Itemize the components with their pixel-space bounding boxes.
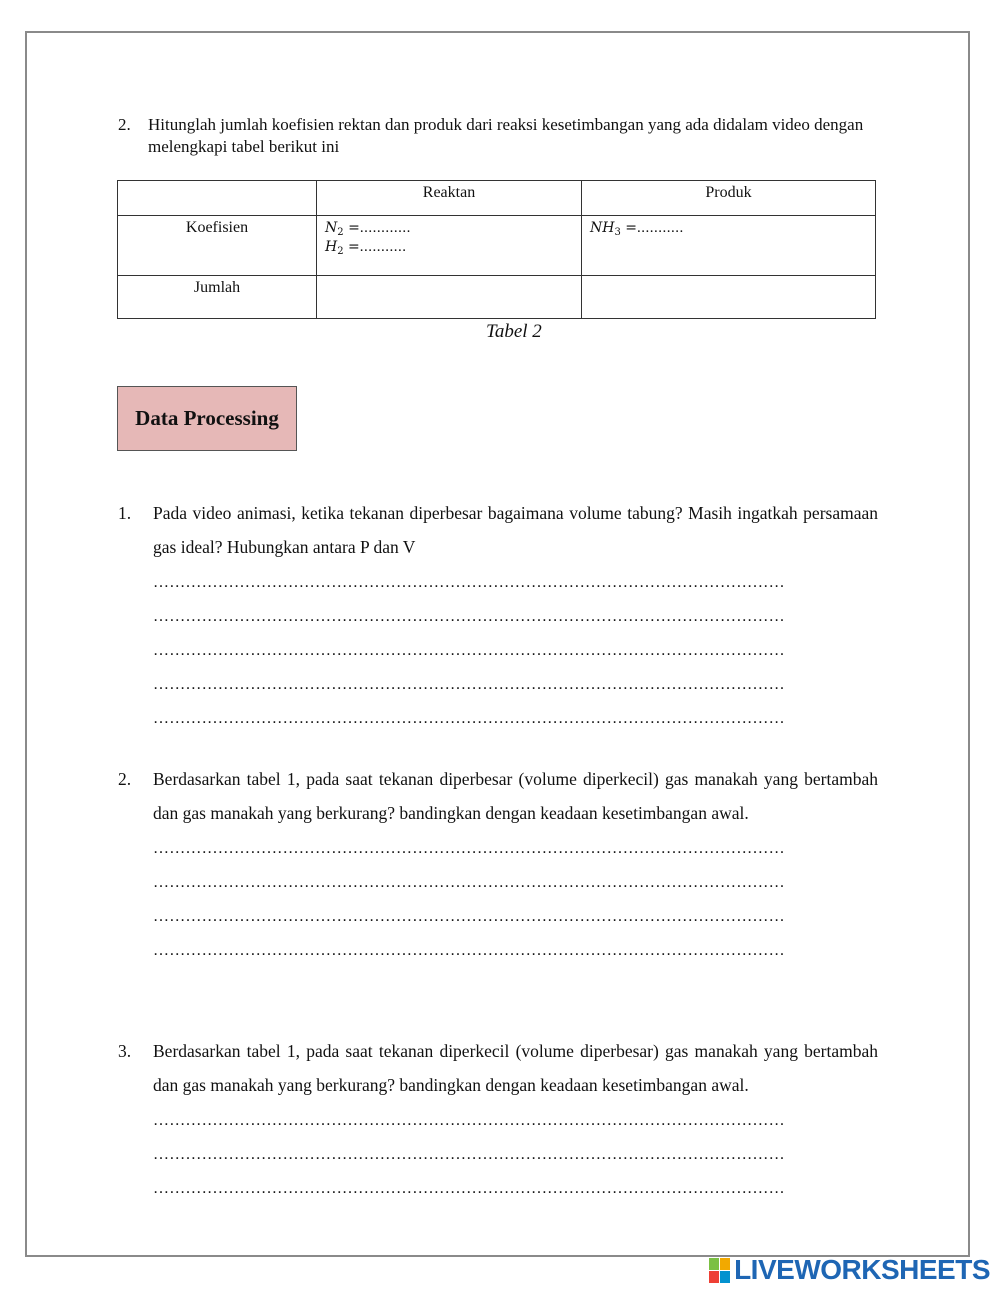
n2-symbol: N	[325, 220, 338, 236]
question-1-number: 1.	[118, 503, 132, 523]
liveworksheets-mark-icon	[709, 1258, 730, 1283]
table-header-produk: Produk	[582, 181, 876, 216]
nh3-fill-blank[interactable]: ...........	[637, 220, 684, 236]
answer-line[interactable]: ………………………………………………………………………………………………………	[153, 1146, 785, 1163]
answer-line[interactable]: ………………………………………………………………………………………………………	[153, 1180, 785, 1197]
liveworksheets-logo	[709, 1253, 990, 1287]
section-title-box	[117, 386, 297, 451]
answer-line[interactable]: ………………………………………………………………………………………………………	[153, 710, 785, 727]
h2-equals: =	[348, 239, 360, 255]
question-number: 2.	[118, 115, 131, 134]
reaktan-koefisien-cell[interactable]	[317, 216, 582, 276]
question-3-text: Berdasarkan tabel 1, pada saat tekanan diperkecil (volume diperbesar) gas manakah yang bertambah dan gas manakah yang berkurang? bandingkan dengan keadaan kesetimbangan awal.	[153, 1041, 878, 1095]
answer-line[interactable]: ………………………………………………………………………………………………………	[153, 908, 785, 925]
question-intro	[118, 114, 878, 158]
question-2	[118, 762, 878, 968]
question-2-text: Berdasarkan tabel 1, pada saat tekanan diperbesar (volume diperkecil) gas manakah yang bertambah dan gas manakah yang berkurang? bandingkan dengan keadaan kesetimbangan awal.	[153, 769, 878, 823]
coefficient-table	[117, 180, 876, 319]
question-1-answer-area[interactable]	[153, 566, 878, 736]
table-header-empty	[118, 181, 317, 216]
reaktan-jumlah-cell[interactable]	[317, 276, 582, 319]
question-1-text: Pada video animasi, ketika tekanan diperbesar bagaimana volume tabung? Masih ingatkah persamaan gas ideal? Hubungkan antara P dan V	[153, 503, 878, 557]
answer-line[interactable]: ………………………………………………………………………………………………………	[153, 676, 785, 693]
question-text: Hitunglah jumlah koefisien rektan dan produk dari reaksi kesetimbangan yang ada didalam video dengan melengkapi tabel berikut ini	[148, 115, 864, 156]
h2-fill-blank[interactable]: ...........	[359, 239, 407, 255]
nh3-symbol: NH	[590, 220, 615, 236]
answer-line[interactable]: ………………………………………………………………………………………………………	[153, 1112, 785, 1129]
answer-line[interactable]: ………………………………………………………………………………………………………	[153, 608, 785, 625]
section-title: Data Processing	[135, 406, 279, 430]
question-2-number: 2.	[118, 769, 132, 789]
table-row-koefisien	[118, 216, 876, 276]
nh3-subscript: 3	[614, 227, 621, 238]
question-3-number: 3.	[118, 1041, 132, 1061]
n2-equals: =	[348, 220, 360, 236]
answer-line[interactable]: ………………………………………………………………………………………………………	[153, 942, 785, 959]
n2-subscript: 2	[337, 227, 344, 238]
produk-jumlah-cell[interactable]	[582, 276, 876, 319]
table-caption: Tabel 2	[486, 321, 542, 342]
h2-subscript: 2	[337, 246, 344, 257]
question-1	[118, 496, 878, 736]
h2-symbol: H	[325, 239, 338, 255]
logo-text: LIVEWORKSHEETS	[734, 1254, 990, 1285]
answer-line[interactable]: ………………………………………………………………………………………………………	[153, 840, 785, 857]
nh3-equals: =	[625, 220, 638, 236]
answer-line[interactable]: ………………………………………………………………………………………………………	[153, 642, 785, 659]
answer-line[interactable]: ………………………………………………………………………………………………………	[153, 574, 785, 591]
table-header-reaktan: Reaktan	[317, 181, 582, 216]
n2-coefficient	[325, 219, 573, 238]
produk-koefisien-cell[interactable]	[582, 216, 876, 276]
question-2-answer-area[interactable]	[153, 832, 878, 968]
question-3	[118, 1034, 878, 1206]
table-header-row	[118, 181, 876, 216]
answer-line[interactable]: ………………………………………………………………………………………………………	[153, 874, 785, 891]
question-3-answer-area[interactable]	[153, 1104, 878, 1206]
row-label-koefisien: Koefisien	[118, 216, 317, 276]
h2-coefficient	[325, 238, 573, 257]
nh3-coefficient	[590, 219, 867, 238]
row-label-jumlah: Jumlah	[118, 276, 317, 319]
n2-fill-blank[interactable]: ............	[359, 220, 411, 236]
table-row-jumlah	[118, 276, 876, 319]
